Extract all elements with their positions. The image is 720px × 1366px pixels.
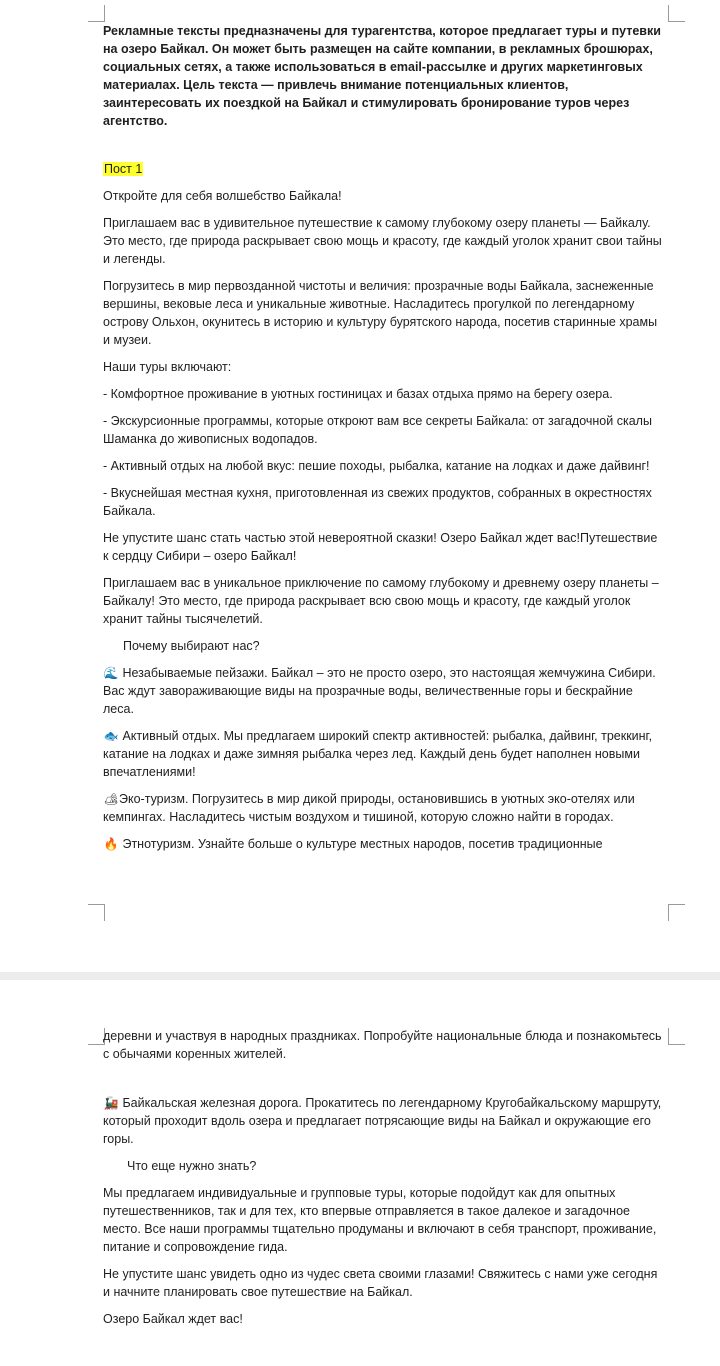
- paragraph: деревни и участвуя в народных праздниках. Попробуйте национальные блюда и познакомьтесь с обычаями коренных жителей.: [103, 1029, 662, 1061]
- paragraph: Озеро Байкал ждет вас!: [103, 1312, 243, 1326]
- page-corner-mark: [668, 5, 685, 22]
- fish-icon: 🐟: [103, 729, 119, 743]
- section-heading: Что еще нужно знать?: [127, 1159, 257, 1173]
- paragraph: Мы предлагаем индивидуальные и групповые туры, которые подойдут как для опытных путешественников, так и для тех, кто впервые отправляется в такое далекое и загадочное место. Все наши программы тщательно продуманы и включают в себя транспорт, проживание, питание и сопровождение гида.: [103, 1186, 657, 1254]
- feature-item: 🌊 Незабываемые пейзажи. Байкал – это не просто озеро, это настоящая жемчужина Сибири. Вас ждут завораживающие виды на прозрачные воды, величественные горы и бескрайние леса.: [103, 666, 656, 716]
- intro-paragraph: Рекламные тексты предназначены для турагентства, которое предлагает туры и путевки на озеро Байкал. Он может быть размещен на сайте компании, в рекламных брошюрах, социальных сетях, а также использоваться в email-рассылке и других маркетинговых материалах. Цель текста — привлечь внимание потенциальных клиентов, заинтересовать их поездкой на Байкал и стимулировать бронирование туров через агентство.: [103, 24, 661, 128]
- paragraph: Не упустите шанс увидеть одно из чудес света своими глазами! Свяжитесь с нами уже сегодня и начните планировать свое путешествие на Байкал.: [103, 1267, 658, 1299]
- train-icon: 🚂: [103, 1096, 119, 1110]
- camping-icon: 🏕: [103, 792, 119, 806]
- document-page-2: [0, 980, 720, 1366]
- feature-item: 🏕Эко-туризм. Погрузитесь в мир дикой природы, остановившись в уютных эко-отелях или кемпингах. Насладитесь чистым воздухом и тишиной, которую сложно найти в городах.: [103, 792, 635, 824]
- paragraph: Откройте для себя волшебство Байкала!: [103, 189, 342, 203]
- page-corner-mark: [668, 904, 685, 921]
- list-item: - Экскурсионные программы, которые откроют вам все секреты Байкала: от загадочной скалы Шаманка до живописных водопадов.: [103, 414, 652, 446]
- list-item: - Комфортное проживание в уютных гостиницах и базах отдыха прямо на берегу озера.: [103, 387, 613, 401]
- feature-item: 🚂 Байкальская железная дорога. Прокатитесь по легендарному Кругобайкальскому маршруту, который проходит вдоль озера и предлагает потрясающие виды на Байкал и окружающие его горы.: [103, 1096, 662, 1146]
- list-item: - Вкуснейшая местная кухня, приготовленная из свежих продуктов, собранных в окрестностях Байкала.: [103, 486, 652, 518]
- wave-icon: 🌊: [103, 666, 119, 680]
- page-2-body: [103, 1027, 663, 1337]
- paragraph: Наши туры включают:: [103, 360, 232, 374]
- feature-item: 🐟 Активный отдых. Мы предлагаем широкий спектр активностей: рыбалка, дайвинг, треккинг, катание на лодках и даже зимняя рыбалка через лед. Каждый день будет наполнен новыми впечатлениями!: [103, 729, 653, 779]
- paragraph: Приглашаем вас в уникальное приключение по самому глубокому и древнему озеру планеты – Байкалу! Это место, где природа раскрывает всю свою мощь и красоту, где каждый уголок хранит тайны тысячелетий.: [103, 576, 659, 626]
- list-item: - Активный отдых на любой вкус: пешие походы, рыбалка, катание на лодках и даже дайвинг!: [103, 459, 650, 473]
- paragraph: Приглашаем вас в удивительное путешествие к самому глубокому озеру планеты — Байкалу. Это место, где природа раскрывает свою мощь и красоту, где каждый уголок хранит свои тайны и легенды.: [103, 216, 662, 266]
- page-1-body: [103, 22, 663, 862]
- page-corner-mark: [88, 904, 105, 921]
- paragraph: Не упустите шанс стать частью этой невероятной сказки! Озеро Байкал ждет вас!Путешествие к сердцу Сибири – озеро Байкал!: [103, 531, 658, 563]
- fire-icon: 🔥: [103, 837, 119, 851]
- post-label-highlight: Пост 1: [104, 162, 143, 176]
- paragraph: Погрузитесь в мир первозданной чистоты и величия: прозрачные воды Байкала, заснеженные вершины, вековые леса и уникальные животные. Насладитесь прогулкой по легендарному острову Ольхон, окунитесь в историю и культуру бурятского народа, посетив старинные храмы и музеи.: [103, 279, 658, 347]
- page-corner-mark: [668, 1028, 685, 1045]
- feature-item: 🔥 Этнотуризм. Узнайте больше о культуре местных народов, посетив традиционные: [103, 837, 603, 851]
- section-heading: Почему выбирают нас?: [123, 639, 260, 653]
- page-corner-mark: [88, 5, 105, 22]
